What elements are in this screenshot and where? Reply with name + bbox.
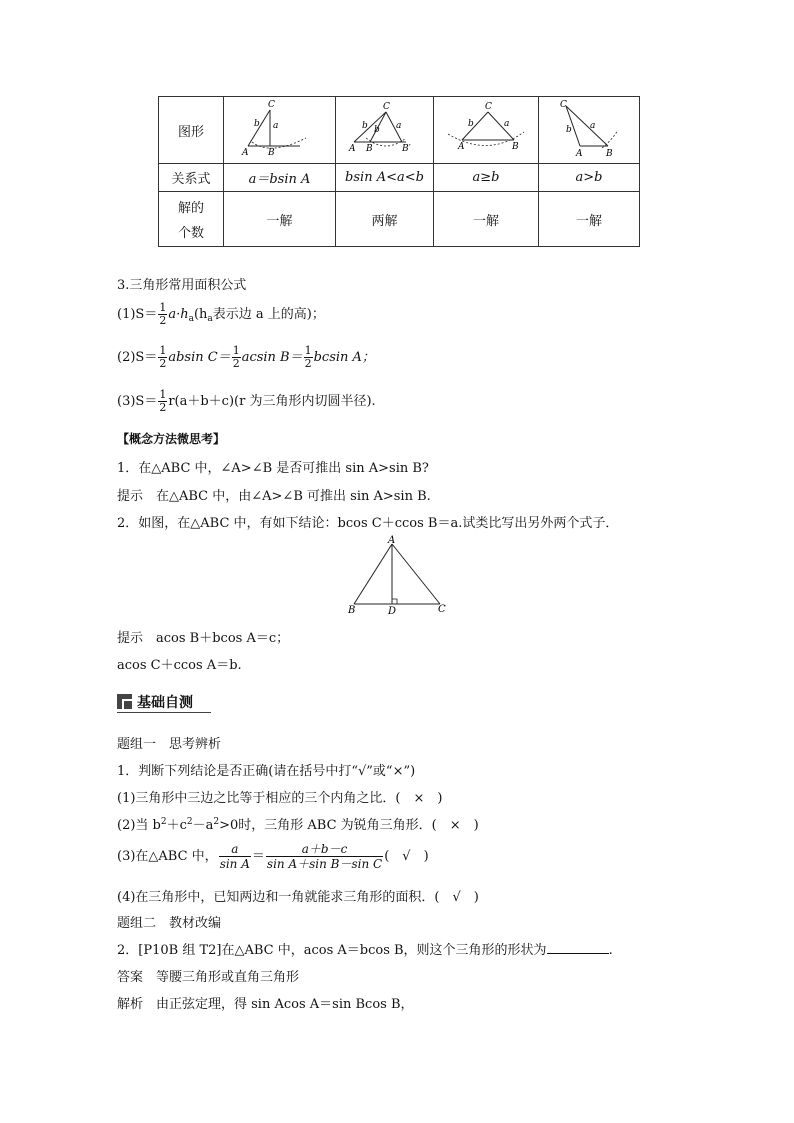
- i2-mid1: ＋c: [166, 818, 187, 833]
- count-3: 一解: [434, 192, 539, 247]
- triangle-figure-1: [230, 98, 330, 158]
- fig2-C: C: [382, 102, 390, 112]
- relation-3: a≥b: [434, 164, 539, 192]
- selftest-q2: [117, 939, 613, 958]
- fig3-B: B: [512, 142, 519, 152]
- fig2-a: a: [395, 121, 401, 131]
- row-label-figure: 图形: [159, 97, 224, 164]
- selftest-answer: 答案 等腰三角形或直角三角形: [117, 970, 300, 985]
- count-label-line1: 解的: [177, 201, 204, 216]
- selftest-item3: [117, 842, 429, 871]
- fig2-A: A: [348, 144, 355, 154]
- think-title: 【概念方法微思考】: [117, 432, 226, 446]
- f2-c: bcsin A；: [313, 350, 375, 365]
- i3-frac2: [266, 842, 383, 871]
- triangle-figure-4: [542, 98, 636, 158]
- f2-pre: (2)S＝: [117, 350, 158, 365]
- i3-f1d: sin A: [219, 857, 250, 871]
- figure-cell-2: [336, 97, 434, 164]
- selftest-analysis: 解析 由正弦定理，得 sin Acos A＝sin Bcos B，: [117, 997, 414, 1012]
- sq1: 2: [160, 817, 167, 827]
- relation-4: a>b: [539, 164, 640, 192]
- frac-num: 1: [232, 344, 240, 357]
- fig2-B2: B′: [401, 144, 411, 154]
- formula-1: [117, 302, 325, 327]
- group1-title: 题组一 思考辨析: [117, 737, 222, 752]
- f1-tail-sub: a: [207, 314, 213, 324]
- half-frac-2: [158, 345, 167, 370]
- frac-num: 1: [159, 301, 167, 314]
- fig1-b: b: [253, 119, 260, 129]
- i2-post: >0时，三角形 ABC 为锐角三角形．( × ): [219, 818, 479, 833]
- q2-end: .: [608, 943, 613, 958]
- count-1: 一解: [224, 192, 336, 247]
- f3-post: r(a＋b＋c)(r 为三角形内切圆半径).: [168, 394, 376, 409]
- relation-2: bsin A<a<b: [336, 164, 434, 192]
- f1-sub: a: [188, 314, 194, 324]
- f1-pre: (1)S＝: [117, 307, 158, 322]
- fig2-b2: b: [373, 125, 380, 135]
- sq2: 2: [186, 817, 193, 827]
- f3-pre: (3)S＝: [117, 394, 158, 409]
- frac-den: 2: [304, 357, 312, 370]
- think-a1: 提示 在△ABC 中，由∠A>∠B 可推出 sin A>sin B.: [117, 489, 431, 504]
- abc-B: B: [348, 605, 356, 616]
- f2-b: acsin B＝: [241, 350, 303, 365]
- selftest-item2: [117, 814, 479, 833]
- figure-cell-3: [434, 97, 539, 164]
- triangle-abc-figure: [340, 534, 460, 616]
- abc-D: D: [388, 606, 397, 616]
- i3-frac1: [219, 842, 251, 871]
- f1-end: 表示边 a 上的高)；: [212, 307, 325, 322]
- selftest-heading-text: 基础自测: [137, 695, 193, 711]
- frac-den: 2: [159, 357, 167, 370]
- fig4-C: C: [560, 100, 567, 110]
- fig4-b: b: [566, 125, 572, 135]
- answer-blank: [547, 941, 609, 954]
- think-q2: 2．如图，在△ABC 中，有如下结论：bcos C＋ccos B＝a.试类比写出另外两个式子．: [117, 516, 619, 531]
- heading-square-core: [124, 701, 132, 709]
- relation-1: a＝bsin A: [224, 164, 336, 192]
- i3-eq: ＝: [251, 849, 265, 864]
- formula-3: [117, 389, 376, 414]
- fig4-a: a: [590, 121, 596, 131]
- think-q1: 1．在△ABC 中，∠A>∠B 是否可推出 sin A>sin B?: [117, 461, 429, 476]
- think-a2-2: acos C＋ccos A＝b.: [117, 658, 242, 673]
- half-frac-5: [158, 389, 167, 414]
- fig3-a: a: [504, 119, 510, 129]
- fig1-B: B: [267, 148, 275, 158]
- fig3-b: b: [468, 119, 474, 129]
- count-2: 两解: [336, 192, 434, 247]
- fig4-A: A: [576, 149, 583, 158]
- frac-den: 2: [159, 314, 167, 327]
- figure-cell-4: [539, 97, 640, 164]
- q2-text: 2．[P10B 组 T2]在△ABC 中，acos A＝bcos B，则这个三角形的形状为: [117, 943, 547, 958]
- frac-num: 1: [159, 388, 167, 401]
- fig4-B: B: [606, 149, 613, 158]
- frac-num: 1: [304, 344, 312, 357]
- frac-num: 1: [159, 344, 167, 357]
- section3-title: 3.三角形常用面积公式: [117, 278, 247, 293]
- half-frac-3: [232, 345, 241, 370]
- f1-tail: (h: [193, 307, 208, 322]
- heading-underline: [117, 712, 211, 713]
- formula-2: [117, 345, 375, 370]
- solution-table: [158, 96, 640, 247]
- frac-den: 2: [159, 401, 167, 414]
- triangle-figure-3: [438, 98, 534, 158]
- selftest-item1: (1)三角形中三边之比等于相应的三个内角之比．( × ): [117, 791, 443, 806]
- i3-f2n: a＋b－c: [266, 842, 383, 857]
- f2-a: absin C＝: [168, 350, 231, 365]
- fig3-C: C: [485, 102, 492, 112]
- i3-f2d: sin A＋sin B－sin C: [266, 857, 383, 871]
- i2-mid2: －a: [192, 818, 214, 833]
- frac-den: 2: [232, 357, 240, 370]
- selftest-heading: [117, 692, 211, 714]
- fig2-B: B: [365, 144, 373, 154]
- count-4: 一解: [539, 192, 640, 247]
- half-frac-1: [158, 302, 167, 327]
- triangle-figure-2: [340, 98, 430, 158]
- selftest-item4: (4)在三角形中，已知两边和一角就能求三角形的面积．( √ ): [117, 890, 479, 905]
- fig1-A: A: [241, 148, 248, 158]
- fig2-b: b: [361, 121, 368, 131]
- figure-cell-1: [224, 97, 336, 164]
- count-label-line2: 个数: [177, 226, 204, 241]
- i2-pre: (2)当 b: [117, 818, 161, 833]
- fig1-C: C: [267, 100, 275, 110]
- fig1-a: a: [272, 121, 278, 131]
- fig3-A: A: [458, 142, 465, 152]
- group2-title: 题组二 教材改编: [117, 916, 222, 931]
- sq3: 2: [213, 817, 220, 827]
- abc-A: A: [388, 535, 396, 546]
- f1-post: a·h: [168, 307, 189, 322]
- i3-f1n: a: [219, 842, 251, 857]
- row-label-relation: 关系式: [159, 164, 224, 192]
- i3-pre: (3)在△ABC 中，: [117, 849, 218, 864]
- row-label-count: [159, 192, 224, 247]
- half-frac-4: [304, 345, 313, 370]
- think-a2-1: 提示 acos B＋bcos A＝c；: [117, 631, 290, 646]
- selftest-q1: 1．判断下列结论是否正确(请在括号中打“√”或“×”): [117, 764, 416, 779]
- i3-post: ( √ ): [384, 849, 429, 864]
- abc-C: C: [438, 604, 446, 615]
